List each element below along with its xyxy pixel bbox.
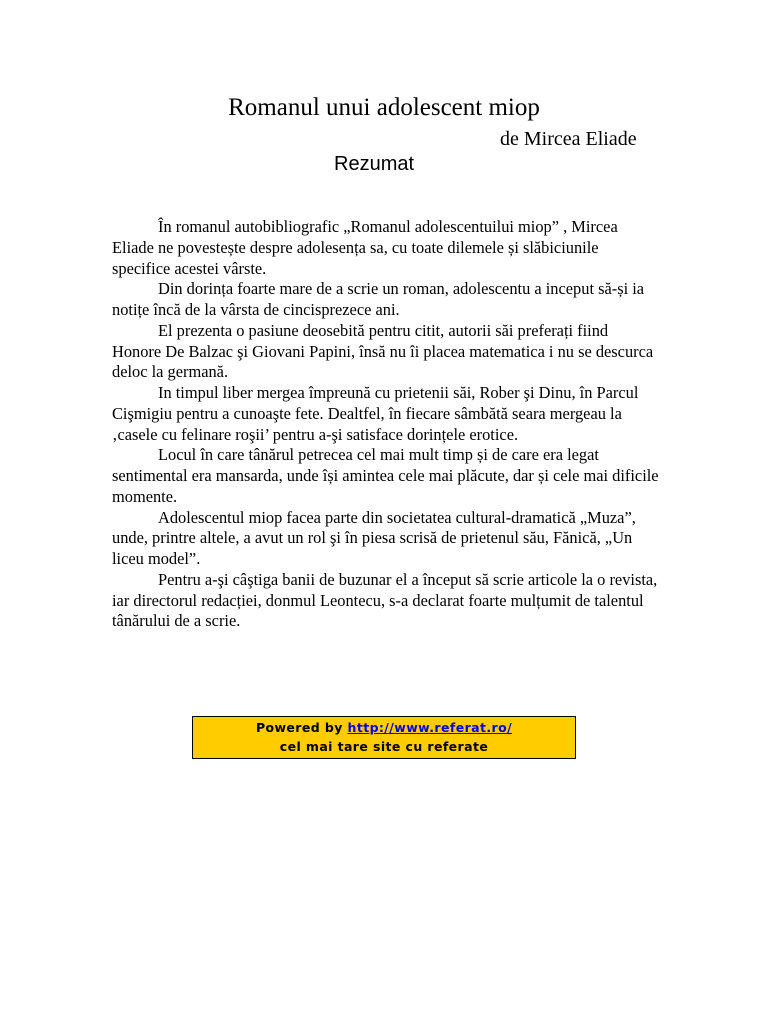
promo-tagline: cel mai tare site cu referate — [279, 739, 489, 754]
promo-line-1 — [193, 718, 575, 737]
paragraph-6: Adolescentul miop facea parte din societatea cultural-dramatică „Muza”, unde, printre altele, a avut un rol şi în piesa scrisă de prietenul său, Fănică, „Un liceu model”. — [112, 507, 636, 568]
paragraph-1: În romanul autobibliografic „Romanul adolescentuilui miop” , Mircea Eliade ne povestește despre adolesența sa, cu toate dilemele și slăbiciunile specifice acestei vârste. — [112, 217, 618, 278]
promo-link[interactable]: http://www.referat.ro/ — [347, 720, 513, 735]
document-body — [112, 217, 660, 632]
document-subtitle: Rezumat — [334, 153, 415, 175]
paragraph-2: Din dorința foarte mare de a scrie un roman, adolescentu a inceput să-și ia notițe încă de la vârsta de cincisprezece ani. — [112, 279, 645, 319]
promo-banner — [192, 716, 576, 759]
paragraph-7: Pentru a-şi câştiga banii de buzunar el a început să scrie articole la o revista, iar directorul redacției, donmul Leontecu, s-a declarat foarte mulțumit de talentul tânărului de a scrie. — [112, 569, 658, 631]
paragraph-4: In timpul liber mergea împreună cu prietenii săi, Rober şi Dinu, în Parcul Cişmigiu pentru a cunoaşte fete. Dealtfel, în fiecare sâmbătă seara mergeau la ‚casele cu felinare roşii’ pentru a-şi satisface dorințele erotice. — [112, 383, 639, 444]
paragraph-5: Locul în care tânărul petrecea cel mai mult timp și de care era legat sentimental era mansarda, unde își amintea cele mai plăcute, dar și cele mai dificile momente. — [112, 445, 659, 506]
paragraph-3: El prezenta o pasiune deosebită pentru citit, autorii săi preferați fiind Honore De Balzac şi Giovani Papini, însă nu îi placea matematica i nu se descurca deloc la germană. — [112, 320, 654, 382]
document-author: de Mircea Eliade — [500, 128, 637, 150]
document-title: Romanul unui adolescent miop — [228, 94, 540, 121]
promo-prefix: Powered by — [255, 720, 348, 735]
